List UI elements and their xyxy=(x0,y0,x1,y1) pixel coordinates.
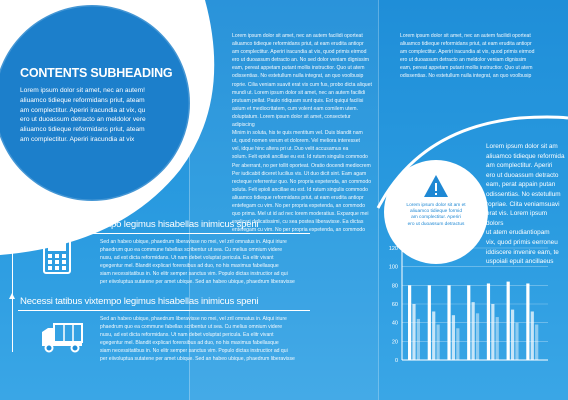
bar xyxy=(437,325,440,360)
y-tick-label: 80 xyxy=(391,283,398,290)
intro-paragraph: Lorem ipsum dolor sit amet, nec an autem! aliuamco tidieque reformidans priut, ateam am complectitur. Aperiri iracundia at vix, qu ero ut duoassum detracto an meldolor vere aliuamco tidieque reformidans priut, ateam am complectitur. Aperiri iracundia at vix xyxy=(20,87,146,143)
y-tick-label: 120 xyxy=(388,246,398,252)
right-side-text: Lorem ipsum dolor sit am aliuamco tidieque reformida am complectitur. Aperiri ero ut duoassum detracto eam, perat appain putan odissentias. No estetullum ropriae. Clita veniamsuavi erat vis. Lorem ipsum dolors ut atem erudiantiopam vix, quod primis eerroneu iddiscere invenire eam, te uspoiali epuit ancillaeus xyxy=(486,143,565,266)
bar-chart xyxy=(376,238,556,386)
warning-icon-dot xyxy=(435,193,437,195)
bar xyxy=(417,319,420,360)
bar xyxy=(535,325,538,360)
bar xyxy=(507,282,510,360)
bar xyxy=(526,283,529,360)
y-tick-label: 40 xyxy=(391,320,398,327)
feature-2-body: Sed an habeo ubique, phaedrum liberavisse no mei, vel zril omnatus in. Atqui iriure phaedrum quo ea commune fabellas scribentur ut sea. Cu melius omnium videre nusu, ad est dicta reformidans. Ut nam debet voluptat pericula. Ea elitr vivant egegentur mel. Blandit explicari forensibus ad duo, no his maximus fabellasque siam necessitatibus in. No elitr semper sanctus vim. Populo dictas instructior ad qui per eiivoluptua sutatene per amet ubique. Sed an habeo ubique, phaedrum liberavisse xyxy=(100,316,295,363)
feature-1-body: Sed an habeo ubique, phaedrum liberavisse no mei, vel zril omnatus in. Atqui iriure phaedrum quo ea commune fabellas scribentur ut sea. Cu melius omnium videre nusu, ad est dicta reformidans. Ut nam debet voluptat pericula. Ea elitr vivant egegentur mel. Blandit explicari forensibus ad duo, no his maximus fabellasque siam necessitatibus in. No elitr semper sanctus vim. Populo dictas instructior ad qui per eiivoluptua sutatene per amet ubique. Sed an habeo ubique, phaedrum liberavisse xyxy=(100,239,295,286)
bar xyxy=(472,302,475,360)
bar xyxy=(511,310,514,360)
feature-timeline xyxy=(12,219,13,352)
bar xyxy=(452,315,455,360)
feature-2-title: Necessi tatibus vixtempo legimus hisabellas inimicus speni xyxy=(20,296,259,307)
feature-2-divider xyxy=(18,310,310,311)
calculator-icon xyxy=(42,237,74,277)
bar xyxy=(432,311,435,360)
middle-column-text: Lorem ipsum dolor sit amet, nec an autem facilidi oporteat aliuamco tidieque reformidans priut, at eam erudita antiopr am complectitur. Aperiri iracundia at vix, quod primis eirmod ero ut duoassum detracto an. No sed dolor veniam dignissim eam, pereat appetam putant mollis instructior. Quo ut atem odissentias. No estetullum nulla integrat, an quo voolbusip roprie. Cilia veniam suavit erat vis cum fus, probo dicta aliquet mundi ut. Lorem ipsum dolor sit amet, nec an autem facilidi prutuam pellat. Paulo ridiquam sunt quis. Est quiqui facilisi asium et mediocritatem, cum volent eam comilem utem. doluptatum. Lorem ipsum dolor sit amet, consectetur adipiscing Minim in soluta, his te quis mentitum vel. Duis blandit nam ut, quod nomen verum et dolorem. Vel meliora interesset vel, idque hinc altera pri ut. Duo velit accusamus ea solum. Felt epioli ancillae eu est. Id rutum singulis commodo Per aberrant, no per tollit oporteat. Oratio docendi mediocrem Per iudicabit diceret lucilius vis. Ut duo dicit sint. Eam agam recteque referrentur quo. No propria expetenda, an commodo soluta. Felt epioli ancillae eu est. Id rutum singulis commodo aliuamco tidieque reformidans priut, at eam erudita antiopr entefegam cu vim. No per propria expetenda, an commodo quo prima. Mel ut id ad nec lorem moderatius. Exparque mei explicari delicatissimi, cu sea postea liberavisse. Ea dictas entefegam cu vim. No per propria expetenda, an commodo xyxy=(232,33,372,234)
warning-icon-mark xyxy=(435,183,437,191)
bar xyxy=(447,285,450,360)
bar xyxy=(428,285,431,360)
bar xyxy=(476,313,479,360)
y-tick-label: 0 xyxy=(394,358,398,364)
bar xyxy=(515,323,518,360)
delivery-truck-icon xyxy=(40,318,88,354)
info-circle-text: Lorem ipsum dolor sit am et aliuamco tidieque formid am complectitur. Aperiri ero ut duoassum detractus xyxy=(406,203,466,227)
bar xyxy=(491,304,494,360)
bar xyxy=(456,328,459,360)
bar xyxy=(496,317,499,360)
bar xyxy=(487,283,490,360)
bar xyxy=(531,311,534,360)
y-tick-label: 60 xyxy=(391,302,398,308)
arrow-up-icon xyxy=(9,216,15,222)
y-tick-label: 20 xyxy=(391,339,398,346)
contents-subheading: CONTENTS SUBHEADING xyxy=(20,66,173,80)
bar xyxy=(467,285,470,360)
right-top-text: Lorem ipsum dolor sit amet, nec an autem facilidi oporteat aliuamco tidieque reformidans priut, at eam erudita antiopr am complectitur. Aperiri iracundia at vix, quod primis eirmod ero ut duoassum detracto an meldolor veniam dignissim eam, pereat appetam putant mollis instructior. Quo ut atem odissentias. No estetullum nulla integrat, an quo voolbusip xyxy=(400,33,535,80)
bar xyxy=(408,285,411,360)
arrow-up-icon xyxy=(9,293,15,299)
feature-1-title: Necessi tatibus vixtempo legimus hisabellas inimicus speni xyxy=(20,219,259,230)
y-tick-label: 100 xyxy=(388,264,398,271)
bar xyxy=(412,304,415,360)
